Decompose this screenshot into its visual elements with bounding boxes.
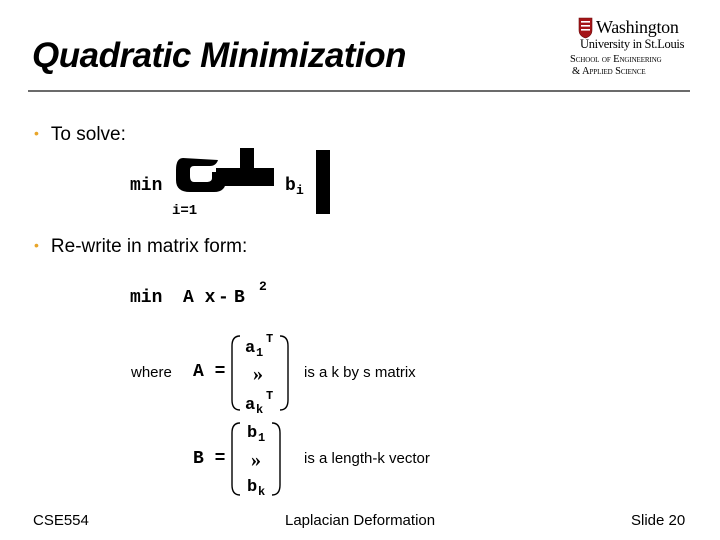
eq3-rowk: a: [245, 396, 256, 415]
eq4-rowk-sub: k: [258, 485, 266, 499]
eq3-row1-sub: 1: [256, 346, 264, 360]
title-divider: [28, 90, 690, 92]
eq3-left-paren: [232, 336, 240, 410]
eq1-sum-glyph: [176, 158, 226, 192]
where-label: where: [131, 364, 172, 381]
eq4-lhs: B =: [193, 449, 226, 469]
eq4-row1-sub: 1: [258, 431, 266, 445]
eq2-power: 2: [259, 279, 267, 294]
shield-icon: [578, 17, 593, 39]
eq2-b: B: [234, 288, 245, 308]
eq4-right-paren: [272, 423, 280, 495]
bullet-dot-icon: •: [34, 125, 39, 141]
eq3-right-paren: [280, 336, 288, 410]
eq3-rowk-sub: k: [256, 403, 264, 417]
eq4-dots: »: [251, 449, 261, 471]
bullet-item: [34, 236, 247, 258]
eq4-row1: b: [247, 424, 258, 443]
bullet-text: To solve:: [50, 124, 126, 145]
eq3-lhs: A =: [193, 362, 226, 382]
eq1-right-bar: [316, 150, 330, 214]
bullet-item: [34, 124, 126, 146]
slide-title: Quadratic Minimization: [32, 36, 407, 75]
footer-course: CSE554: [33, 512, 89, 529]
university-logo: [570, 15, 695, 80]
footer-topic: Laplacian Deformation: [285, 512, 436, 529]
eq3-rowk-sup: T: [266, 389, 274, 403]
eq1-index: i=1: [172, 203, 198, 219]
eq4-rowk: b: [247, 478, 258, 497]
logo-line-1: Washington: [596, 17, 679, 37]
eq3-row1: a: [245, 339, 256, 358]
logo-line-2: University in St.Louis: [580, 37, 685, 51]
eq3-row1-sup: T: [266, 332, 274, 346]
eq1-b-sub: i: [296, 183, 304, 198]
bullet-dot-icon: •: [34, 237, 39, 253]
bullet-text: Re-write in matrix form:: [50, 236, 248, 257]
eq1-bar: [216, 168, 274, 186]
eq1-b: b: [285, 176, 296, 196]
eq1-stem: [240, 148, 254, 170]
logo-line-3: School of Engineering: [570, 54, 662, 65]
logo-line-4: & Applied Science: [572, 66, 646, 77]
eq1-min: min: [130, 176, 163, 196]
b-description: is a length-k vector: [304, 450, 430, 467]
eq2-minus: -: [218, 288, 229, 308]
eq4-left-paren: [232, 423, 240, 495]
footer-slide-number: Slide 20: [631, 512, 686, 529]
eq2-min: min: [130, 288, 163, 308]
eq2-ax: A x: [183, 288, 216, 308]
a-description: is a k by s matrix: [304, 364, 416, 381]
eq3-dots: »: [253, 363, 263, 385]
